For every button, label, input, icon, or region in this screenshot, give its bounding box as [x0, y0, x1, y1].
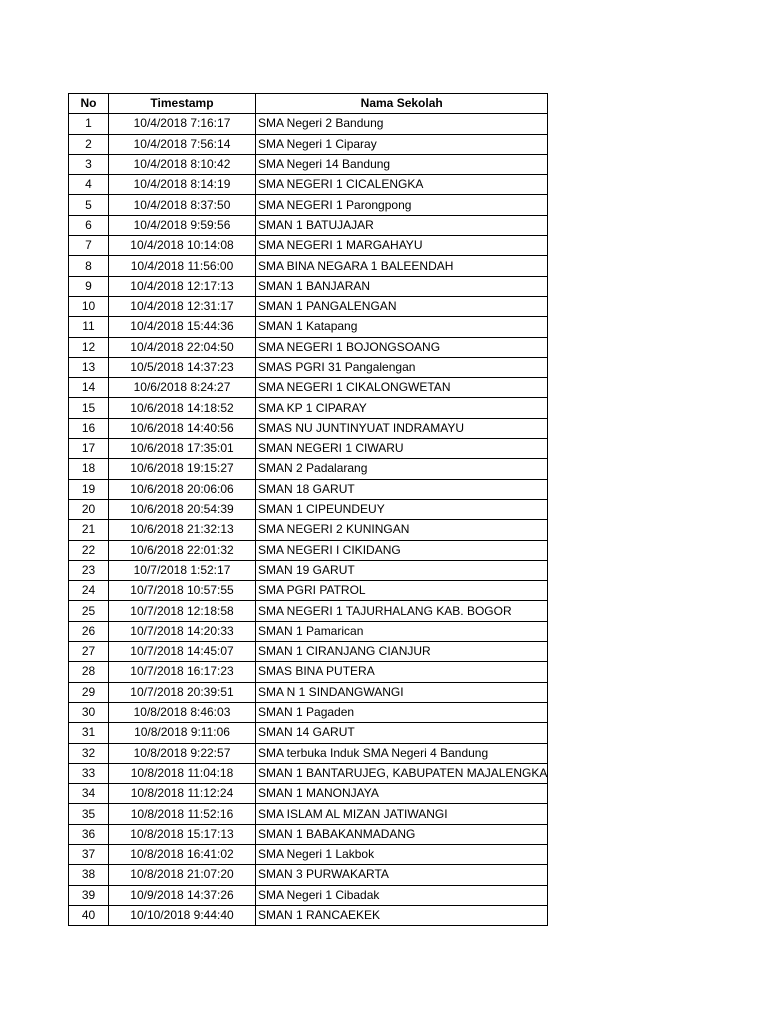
timestamp-cell: 10/4/2018 22:04:50: [109, 337, 256, 357]
timestamp-cell: 10/6/2018 20:54:39: [109, 499, 256, 519]
row-number-cell: 37: [69, 844, 109, 864]
row-number-cell: 24: [69, 581, 109, 601]
school-name-cell: SMAN 1 MANONJAYA: [256, 784, 548, 804]
school-name-cell: SMA NEGERI 1 Parongpong: [256, 195, 548, 215]
table-row: [69, 114, 548, 134]
table-row: [69, 154, 548, 174]
row-number-cell: 17: [69, 439, 109, 459]
row-number-cell: 29: [69, 682, 109, 702]
table-row: [69, 662, 548, 682]
table-row: [69, 784, 548, 804]
row-number-cell: 21: [69, 520, 109, 540]
row-number-cell: 8: [69, 256, 109, 276]
table-body: [69, 114, 548, 926]
row-number-cell: 28: [69, 662, 109, 682]
table-row: [69, 134, 548, 154]
table-row: [69, 479, 548, 499]
school-name-cell: SMA Negeri 2 Bandung: [256, 114, 548, 134]
row-number-cell: 14: [69, 378, 109, 398]
school-name-cell: SMAS NU JUNTINYUAT INDRAMAYU: [256, 418, 548, 438]
timestamp-cell: 10/4/2018 8:14:19: [109, 175, 256, 195]
school-name-cell: SMA NEGERI 2 KUNINGAN: [256, 520, 548, 540]
school-name-cell: SMAN NEGERI 1 CIWARU: [256, 439, 548, 459]
table-row: [69, 439, 548, 459]
timestamp-cell: 10/4/2018 15:44:36: [109, 317, 256, 337]
table-row: [69, 905, 548, 925]
timestamp-cell: 10/6/2018 21:32:13: [109, 520, 256, 540]
row-number-cell: 9: [69, 276, 109, 296]
school-registration-table: [68, 93, 548, 926]
timestamp-cell: 10/6/2018 8:24:27: [109, 378, 256, 398]
table-row: [69, 499, 548, 519]
school-name-cell: SMAN 1 BABAKANMADANG: [256, 824, 548, 844]
timestamp-cell: 10/7/2018 16:17:23: [109, 662, 256, 682]
row-number-cell: 39: [69, 885, 109, 905]
row-number-cell: 34: [69, 784, 109, 804]
table-row: [69, 276, 548, 296]
row-number-cell: 3: [69, 154, 109, 174]
table-row: [69, 459, 548, 479]
school-name-cell: SMA Negeri 1 Ciparay: [256, 134, 548, 154]
school-name-cell: SMAN 1 Pagaden: [256, 702, 548, 722]
table-row: [69, 581, 548, 601]
timestamp-cell: 10/4/2018 9:59:56: [109, 215, 256, 235]
school-name-cell: SMAN 1 BANTARUJEG, KABUPATEN MAJALENGKA: [256, 763, 548, 783]
school-name-cell: SMA NEGERI 1 CIKALONGWETAN: [256, 378, 548, 398]
row-number-cell: 33: [69, 763, 109, 783]
school-name-cell: SMAN 19 GARUT: [256, 560, 548, 580]
table-row: [69, 520, 548, 540]
timestamp-cell: 10/8/2018 9:11:06: [109, 723, 256, 743]
header-no: No: [69, 94, 109, 114]
timestamp-cell: 10/8/2018 15:17:13: [109, 824, 256, 844]
header-timestamp: Timestamp: [109, 94, 256, 114]
table-row: [69, 296, 548, 316]
table-row: [69, 804, 548, 824]
timestamp-cell: 10/4/2018 11:56:00: [109, 256, 256, 276]
row-number-cell: 25: [69, 601, 109, 621]
school-name-cell: SMA Negeri 1 Cibadak: [256, 885, 548, 905]
timestamp-cell: 10/7/2018 20:39:51: [109, 682, 256, 702]
school-name-cell: SMA KP 1 CIPARAY: [256, 398, 548, 418]
table-row: [69, 540, 548, 560]
table-row: [69, 256, 548, 276]
row-number-cell: 4: [69, 175, 109, 195]
row-number-cell: 38: [69, 865, 109, 885]
timestamp-cell: 10/5/2018 14:37:23: [109, 357, 256, 377]
table-row: [69, 378, 548, 398]
school-name-cell: SMA ISLAM AL MIZAN JATIWANGI: [256, 804, 548, 824]
school-name-cell: SMA NEGERI 1 TAJURHALANG KAB. BOGOR: [256, 601, 548, 621]
school-name-cell: SMAN 1 CIPEUNDEUY: [256, 499, 548, 519]
table-row: [69, 723, 548, 743]
table-row: [69, 702, 548, 722]
table-row: [69, 398, 548, 418]
timestamp-cell: 10/8/2018 8:46:03: [109, 702, 256, 722]
table-row: [69, 175, 548, 195]
school-name-cell: SMA BINA NEGARA 1 BALEENDAH: [256, 256, 548, 276]
table-row: [69, 844, 548, 864]
row-number-cell: 22: [69, 540, 109, 560]
row-number-cell: 23: [69, 560, 109, 580]
table-row: [69, 560, 548, 580]
header-row: [69, 94, 548, 114]
school-name-cell: SMA Negeri 1 Lakbok: [256, 844, 548, 864]
timestamp-cell: 10/4/2018 7:16:17: [109, 114, 256, 134]
school-name-cell: SMA NEGERI 1 CICALENGKA: [256, 175, 548, 195]
timestamp-cell: 10/8/2018 16:41:02: [109, 844, 256, 864]
school-name-cell: SMAS BINA PUTERA: [256, 662, 548, 682]
timestamp-cell: 10/6/2018 14:18:52: [109, 398, 256, 418]
row-number-cell: 10: [69, 296, 109, 316]
school-name-cell: SMAN 18 GARUT: [256, 479, 548, 499]
school-name-cell: SMAN 14 GARUT: [256, 723, 548, 743]
row-number-cell: 19: [69, 479, 109, 499]
row-number-cell: 18: [69, 459, 109, 479]
school-name-cell: SMA NEGERI 1 MARGAHAYU: [256, 236, 548, 256]
timestamp-cell: 10/6/2018 20:06:06: [109, 479, 256, 499]
table-row: [69, 357, 548, 377]
school-name-cell: SMAN 1 Katapang: [256, 317, 548, 337]
school-name-cell: SMAN 1 BANJARAN: [256, 276, 548, 296]
table-row: [69, 601, 548, 621]
row-number-cell: 36: [69, 824, 109, 844]
timestamp-cell: 10/6/2018 14:40:56: [109, 418, 256, 438]
timestamp-cell: 10/4/2018 7:56:14: [109, 134, 256, 154]
school-name-cell: SMA terbuka Induk SMA Negeri 4 Bandung: [256, 743, 548, 763]
table-row: [69, 195, 548, 215]
table-row: [69, 865, 548, 885]
row-number-cell: 20: [69, 499, 109, 519]
table-row: [69, 215, 548, 235]
school-name-cell: SMAN 1 PANGALENGAN: [256, 296, 548, 316]
row-number-cell: 1: [69, 114, 109, 134]
school-name-cell: SMAN 3 PURWAKARTA: [256, 865, 548, 885]
school-name-cell: SMAN 1 Pamarican: [256, 621, 548, 641]
timestamp-cell: 10/7/2018 12:18:58: [109, 601, 256, 621]
timestamp-cell: 10/7/2018 14:20:33: [109, 621, 256, 641]
timestamp-cell: 10/4/2018 10:14:08: [109, 236, 256, 256]
timestamp-cell: 10/4/2018 8:10:42: [109, 154, 256, 174]
table-row: [69, 743, 548, 763]
row-number-cell: 15: [69, 398, 109, 418]
school-name-cell: SMAN 1 CIRANJANG CIANJUR: [256, 642, 548, 662]
row-number-cell: 35: [69, 804, 109, 824]
timestamp-cell: 10/6/2018 17:35:01: [109, 439, 256, 459]
header-school-name: Nama Sekolah: [256, 94, 548, 114]
school-name-cell: SMAN 1 BATUJAJAR: [256, 215, 548, 235]
table-row: [69, 621, 548, 641]
timestamp-cell: 10/7/2018 14:45:07: [109, 642, 256, 662]
row-number-cell: 12: [69, 337, 109, 357]
table-row: [69, 682, 548, 702]
school-name-cell: SMAN 1 RANCAEKEK: [256, 905, 548, 925]
row-number-cell: 11: [69, 317, 109, 337]
table-row: [69, 885, 548, 905]
school-name-cell: SMA N 1 SINDANGWANGI: [256, 682, 548, 702]
row-number-cell: 5: [69, 195, 109, 215]
timestamp-cell: 10/6/2018 22:01:32: [109, 540, 256, 560]
timestamp-cell: 10/8/2018 11:52:16: [109, 804, 256, 824]
row-number-cell: 31: [69, 723, 109, 743]
row-number-cell: 32: [69, 743, 109, 763]
table-row: [69, 642, 548, 662]
school-name-cell: SMA NEGERI I CIKIDANG: [256, 540, 548, 560]
row-number-cell: 30: [69, 702, 109, 722]
timestamp-cell: 10/8/2018 9:22:57: [109, 743, 256, 763]
table-row: [69, 236, 548, 256]
row-number-cell: 6: [69, 215, 109, 235]
timestamp-cell: 10/7/2018 1:52:17: [109, 560, 256, 580]
timestamp-cell: 10/8/2018 21:07:20: [109, 865, 256, 885]
timestamp-cell: 10/8/2018 11:04:18: [109, 763, 256, 783]
timestamp-cell: 10/4/2018 12:31:17: [109, 296, 256, 316]
table-row: [69, 763, 548, 783]
timestamp-cell: 10/8/2018 11:12:24: [109, 784, 256, 804]
table-row: [69, 337, 548, 357]
school-name-cell: SMAN 2 Padalarang: [256, 459, 548, 479]
timestamp-cell: 10/4/2018 12:17:13: [109, 276, 256, 296]
table-row: [69, 418, 548, 438]
school-name-cell: SMA PGRI PATROL: [256, 581, 548, 601]
row-number-cell: 7: [69, 236, 109, 256]
timestamp-cell: 10/4/2018 8:37:50: [109, 195, 256, 215]
school-name-cell: SMAS PGRI 31 Pangalengan: [256, 357, 548, 377]
row-number-cell: 13: [69, 357, 109, 377]
row-number-cell: 26: [69, 621, 109, 641]
timestamp-cell: 10/9/2018 14:37:26: [109, 885, 256, 905]
table-row: [69, 824, 548, 844]
row-number-cell: 2: [69, 134, 109, 154]
school-name-cell: SMA NEGERI 1 BOJONGSOANG: [256, 337, 548, 357]
timestamp-cell: 10/6/2018 19:15:27: [109, 459, 256, 479]
school-name-cell: SMA Negeri 14 Bandung: [256, 154, 548, 174]
row-number-cell: 40: [69, 905, 109, 925]
timestamp-cell: 10/7/2018 10:57:55: [109, 581, 256, 601]
timestamp-cell: 10/10/2018 9:44:40: [109, 905, 256, 925]
row-number-cell: 16: [69, 418, 109, 438]
table-row: [69, 317, 548, 337]
row-number-cell: 27: [69, 642, 109, 662]
